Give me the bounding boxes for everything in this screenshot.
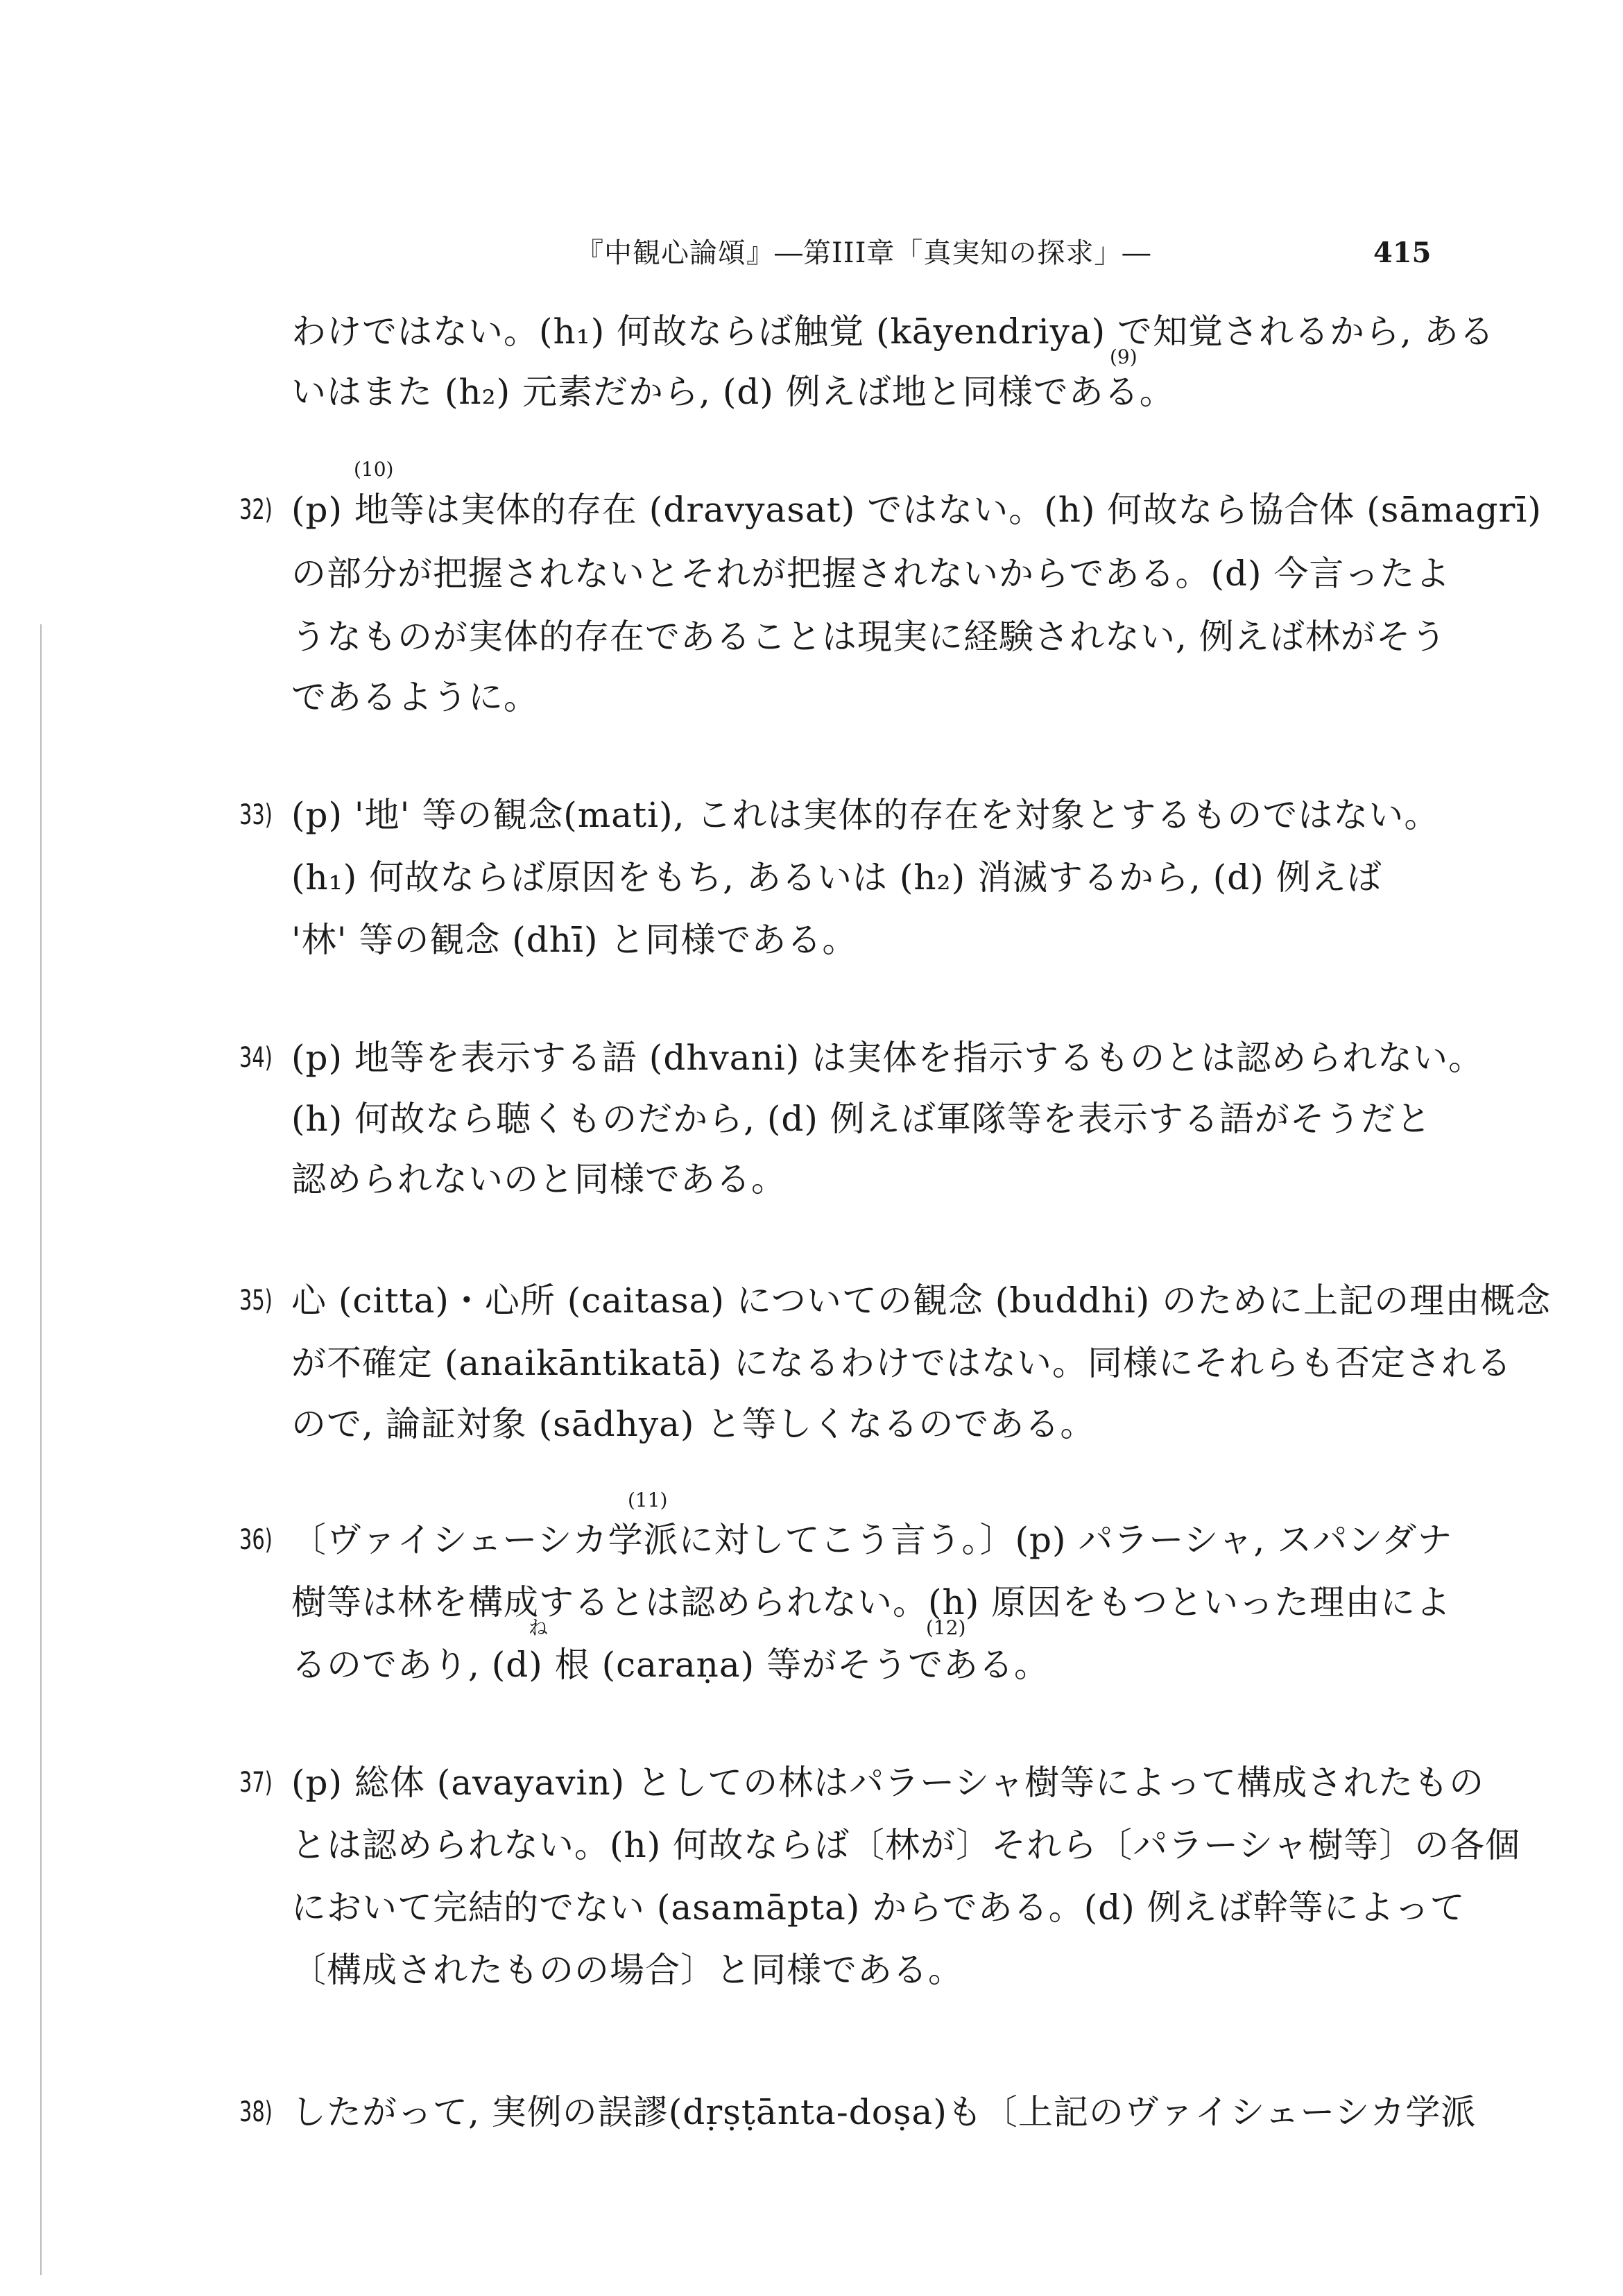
paragraph-line: 〔ヴァイシェーシカ学派に対してこう言う。〕(p) パラーシャ, スパンダナ (291, 1520, 1453, 1560)
paragraph-line: (h₁) 何故ならば原因をもち, あるいは (h₂) 消滅するから, (d) 例えば (291, 857, 1382, 898)
paragraph-line: (p) 総体 (avayavin) としての林はパラーシャ樹等によって構成されたもの (291, 1763, 1485, 1803)
note-ref-10: (10) (354, 458, 394, 481)
running-title: 『中観心論頌』―第III章「真実知の探求」― (576, 237, 1151, 269)
paragraph-line: 心 (citta)・心所 (caitasa) についての観念 (buddhi) のために上記の理由概念 (291, 1280, 1552, 1321)
paragraph-line: (p) 地等は実体的存在 (dravyasat) ではない。(h) 何故なら協合体 (sāmagrī) (291, 490, 1542, 530)
paragraph-number: 32) (239, 494, 273, 526)
note-ref-12: (12) (926, 1616, 966, 1639)
paragraph-line: 認められないのと同様である。 (291, 1159, 787, 1199)
paragraph-line: ので, 論証対象 (sādhya) と等しくなるのである。 (291, 1404, 1096, 1444)
paragraph-line: であるように。 (291, 677, 539, 717)
paragraph-number: 33) (239, 799, 273, 831)
paragraph-line: 樹等は林を構成するとは認められない。(h) 原因をもつといった理由によ (291, 1582, 1452, 1622)
paragraph-number: 37) (239, 1767, 273, 1799)
paragraph-line: において完結的でない (asamāpta) からである。(d) 例えば幹等によって (291, 1887, 1466, 1928)
paragraph-line: るのであり, (d) 根 (caraṇa) 等がそうである。 (291, 1645, 1050, 1685)
paragraph-number: 36) (239, 1524, 273, 1556)
paragraph-line: したがって, 実例の誤謬(dṛṣṭānta-doṣa)も〔上記のヴァイシェーシカ学派 (291, 2092, 1477, 2132)
paragraph-number: 35) (239, 1285, 273, 1317)
paragraph-number: 34) (239, 1042, 273, 1074)
running-header (0, 229, 1623, 277)
note-ref-11: (11) (628, 1489, 668, 1511)
paragraph-line: (h) 何故なら聴くものだから, (d) 例えば軍隊等を表示する語がそうだと (291, 1099, 1432, 1139)
note-ref-9: (9) (1110, 345, 1137, 368)
paragraph-line: (p) 地等を表示する語 (dhvani) は実体を指示するものとは認められない。 (291, 1038, 1484, 1078)
left-margin-rule (40, 624, 42, 2275)
paragraph-line: (p) '地' 等の観念(mati), これは実体的存在を対象とするものではない。 (291, 795, 1440, 835)
paragraph-line: うなものが実体的存在であることは現実に経験されない, 例えば林がそう (291, 617, 1447, 657)
continuation-line: わけではない。(h₁) 何故ならば触覚 (kāyendriya) で知覚されるから, ある (291, 311, 1495, 352)
continuation-line: いはまた (h₂) 元素だから, (d) 例えば地と同様である。 (291, 372, 1175, 412)
paragraph-line: 〔構成されたものの場合〕と同様である。 (291, 1950, 963, 1990)
paragraph-line: の部分が把握されないとそれが把握されないからである。(d) 今言ったよ (291, 554, 1451, 594)
paragraph-number: 38) (239, 2096, 273, 2128)
paragraph-line: '林' 等の観念 (dhī) と同様である。 (291, 920, 858, 960)
paragraph-line: が不確定 (anaikāntikatā) になるわけではない。同様にそれらも否定される (291, 1343, 1513, 1383)
furigana-ne: ね (529, 1616, 549, 1639)
paragraph-line: とは認められない。(h) 何故ならば〔林が〕それら〔パラーシャ樹等〕の各個 (291, 1825, 1521, 1865)
page-number: 415 (1373, 237, 1432, 269)
